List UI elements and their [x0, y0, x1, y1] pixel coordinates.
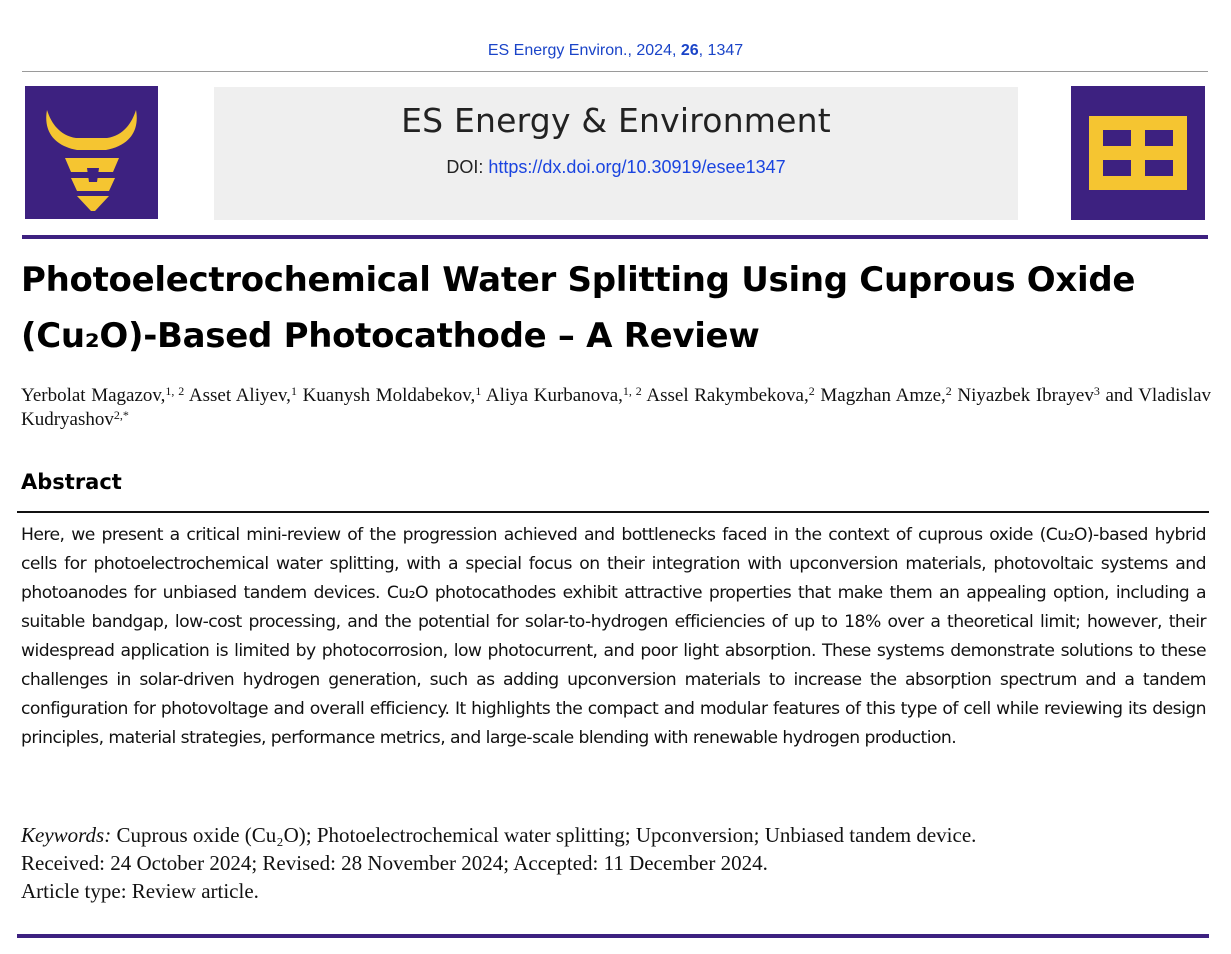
es-monogram-logo-icon [1071, 86, 1205, 220]
header-divider [22, 235, 1208, 239]
keywords-value: Cuprous oxide (Cu₂O); Photoelectrochemical water splitting; Upconversion; Unbiased tandem device. [111, 823, 977, 847]
author-list [21, 384, 1211, 432]
doi-line [214, 157, 1018, 178]
author-affiliation: 2 [945, 384, 952, 398]
top-divider [22, 71, 1208, 72]
footer-divider [17, 934, 1209, 938]
abstract-heading: Abstract [21, 470, 122, 494]
journal-banner [214, 87, 1018, 220]
doi-label: DOI: [446, 157, 489, 177]
author-name: Aliya Kurbanova, [481, 385, 623, 406]
author-affiliation: 2 [808, 384, 815, 398]
author-name: and Vladislav Kudryashov [21, 385, 1212, 430]
author-affiliation: 1 [475, 384, 482, 398]
journal-name: ES Energy & Environment [401, 101, 831, 140]
running-head-volume: 26 [680, 42, 699, 59]
author-name: Yerbolat Magazov, [21, 385, 166, 406]
article-title [21, 252, 1211, 364]
author-affiliation: 2,* [113, 408, 129, 422]
author-affiliation: 1 [290, 384, 297, 398]
received-dates: Received: 24 October 2024; Revised: 28 November 2024; Accepted: 11 December 2024. [21, 851, 768, 875]
bull-horns-logo-icon [25, 86, 158, 219]
article-title-line-2: (Cu₂O)-Based Photocathode – A Review [21, 316, 760, 356]
running-head-journal: ES Energy Environ., 2024, [487, 42, 681, 59]
author-name: Kuanysh Moldabekov, [296, 385, 476, 406]
author-name: Niyazbek Ibrayev [951, 385, 1094, 406]
article-title-line-1: Photoelectrochemical Water Splitting Using Cuprous Oxide [21, 260, 1136, 300]
author-name: Asset Aliyev, [184, 385, 291, 406]
doi-link[interactable]: https://dx.doi.org/10.30919/esee1347 [488, 157, 786, 177]
keywords-line [21, 821, 1211, 849]
running-head-article-number: , 1347 [698, 42, 744, 59]
abstract-divider [17, 511, 1209, 513]
abstract-body: Here, we present a critical mini-review of the progression achieved and bottlenecks faced in the context of cuprous oxide (Cu₂O)-based hybrid cells for photoelectrochemical water splitting, with a special focus on their integration with upconversion materials, photovoltaic systems and photoanodes for unbiased tandem devices. Cu₂O photocathodes exhibit attractive properties that make them an appealing option, including a suitable bandgap, low-cost processing, and the potential for solar-to-hydrogen efficiencies of up to 18% over a theoretical limit; however, their widespread application is limited by photocorrosion, low photocurrent, and poor light absorption. These systems demonstrate solutions to these challenges in solar-driven hydrogen generation, such as adding upconversion materials to increase the absorption spectrum and a tandem configuration for photovoltage and overall efficiency. It highlights the compact and modular features of this type of cell while reviewing its design principles, material strategies, performance metrics, and large-scale blending with renewable hydrogen production. [21, 525, 1206, 748]
author-name: Magzhan Amze, [814, 385, 946, 406]
keywords-label: Keywords: [21, 823, 112, 847]
author-affiliation: 1, 2 [165, 384, 185, 398]
author-affiliation: 1, 2 [622, 384, 642, 398]
article-type: Article type: Review article. [21, 879, 259, 903]
running-head [0, 42, 1231, 60]
author-name: Assel Rakymbekova, [641, 385, 809, 406]
author-affiliation: 3 [1093, 384, 1100, 398]
